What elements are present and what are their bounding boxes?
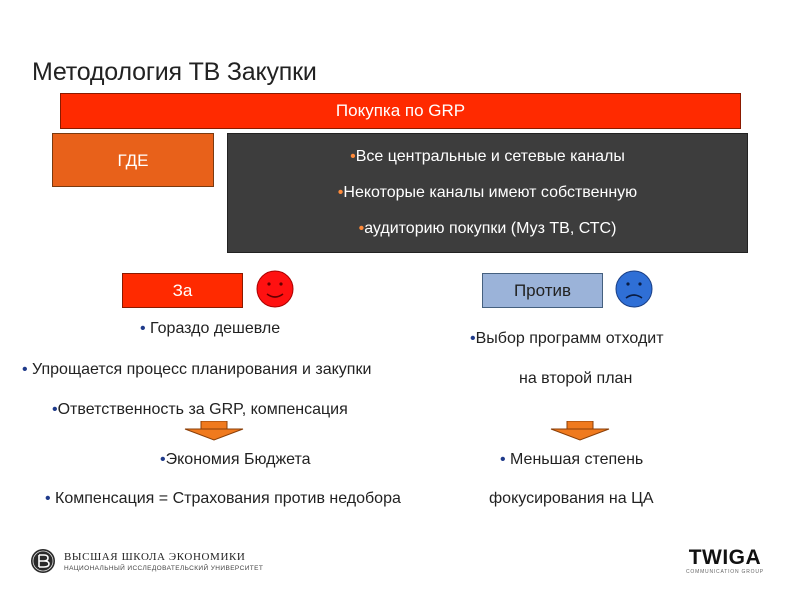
pro-result-2: • Компенсация = Страхования против недобора — [45, 490, 401, 507]
bullet-marker: • — [52, 401, 58, 418]
bullet-marker: • — [22, 361, 33, 378]
hse-name: ВЫСШАЯ ШКОЛА ЭКОНОМИКИ — [64, 550, 246, 563]
twiga-logo — [686, 548, 764, 575]
bullet-marker: • — [160, 451, 166, 468]
pro-item-1: • Гораздо дешевле — [140, 320, 281, 337]
bullet-marker: • — [350, 148, 356, 165]
channel-line-2: •Некоторые каналы имеют собственную — [337, 184, 638, 201]
bullet-marker: • — [500, 451, 511, 468]
smiley-face-icon — [255, 269, 295, 309]
slide-title: Методология ТВ Закупки — [32, 58, 317, 86]
hse-subtitle: НАЦИОНАЛЬНЫЙ ИССЛЕДОВАТЕЛЬСКИЙ УНИВЕРСИТЕТ — [64, 564, 264, 572]
bullet-marker: • — [337, 184, 344, 201]
arrow-down-icon — [549, 421, 611, 441]
twiga-wordmark: TWIGA — [688, 546, 762, 569]
channel-line-3: •аудиторию покупки (Муз ТВ, СТС) — [358, 220, 617, 237]
twiga-subtitle: COMMUNICATION GROUP — [686, 569, 764, 575]
bullet-marker: • — [470, 330, 476, 347]
bullet-marker: • — [358, 220, 365, 237]
pro-item-3: •Ответственность за GRP, компенсация — [52, 401, 348, 418]
grp-purchase-bar: Покупка по GRP — [60, 93, 741, 129]
bullet-marker: • — [140, 320, 151, 337]
con-item-1: •Выбор программ отходит — [470, 330, 664, 347]
hse-emblem-icon — [30, 548, 56, 574]
con-label: Против — [482, 273, 603, 308]
pro-item-2: • Упрощается процесс планирования и закупки — [22, 361, 372, 378]
con-item-2: на второй план — [519, 370, 633, 387]
where-label-box: ГДЕ — [52, 133, 214, 187]
sad-face-icon — [614, 269, 654, 309]
arrow-down-icon — [183, 421, 245, 441]
channels-panel — [227, 133, 748, 253]
hse-logo — [30, 548, 263, 574]
con-result-1: • Меньшая степень — [500, 451, 644, 468]
channel-line-1: •Все центральные и сетевые каналы — [350, 148, 625, 165]
con-result-2: фокусирования на ЦА — [489, 490, 654, 507]
pro-result-1: •Экономия Бюджета — [160, 451, 311, 468]
bullet-marker: • — [45, 490, 56, 507]
pro-label: За — [122, 273, 243, 308]
